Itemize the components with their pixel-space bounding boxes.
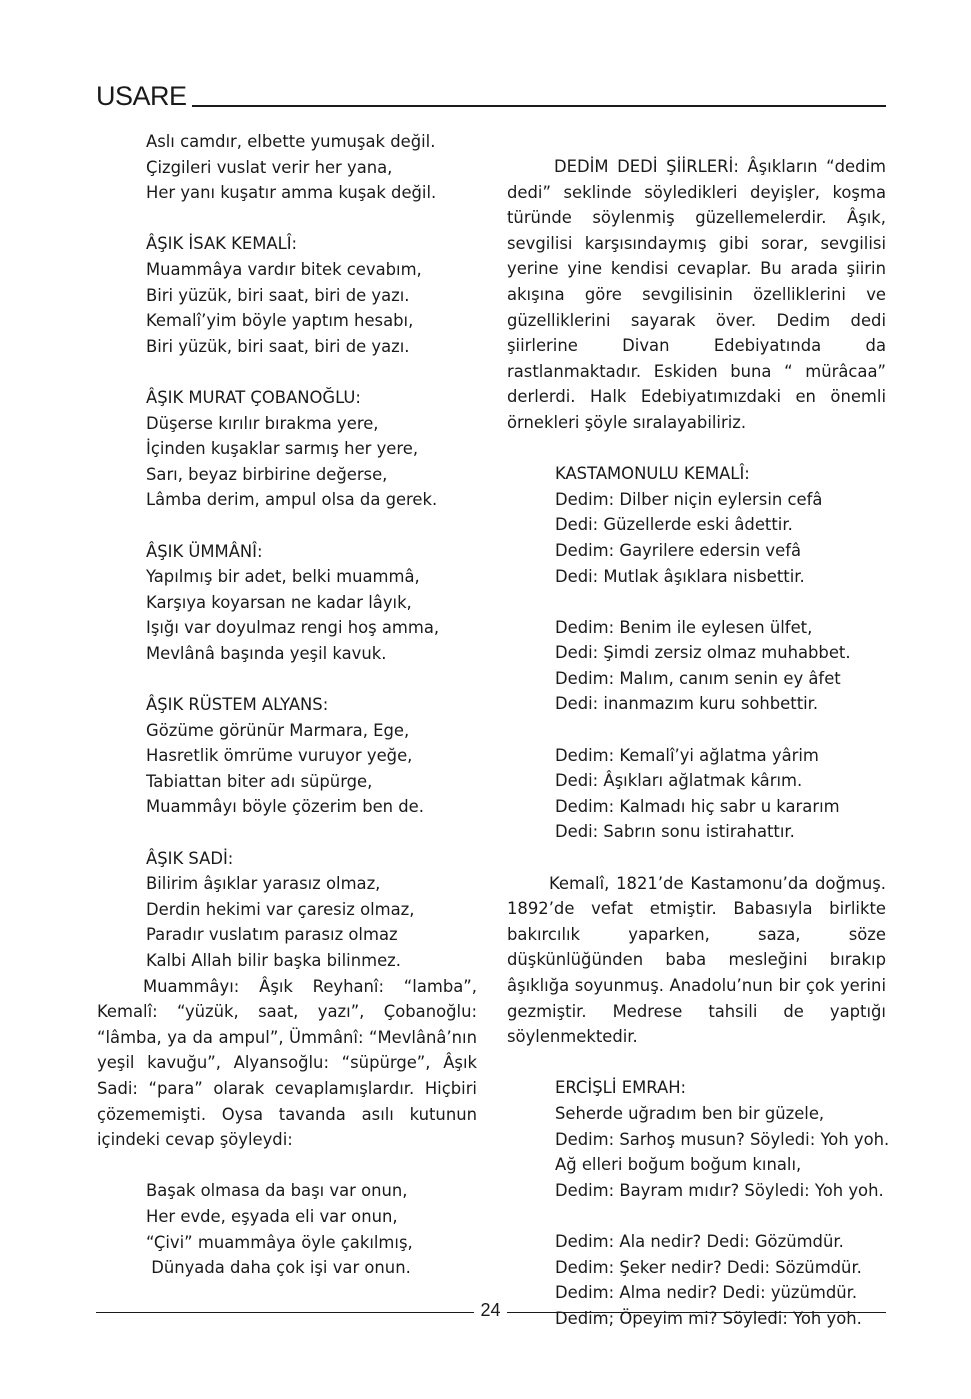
verse [146, 846, 477, 974]
verse-line: Dedi: Mutlak âşıklara nisbettir. [555, 566, 805, 586]
verse-line: Bilirim âşıklar yarasız olmaz, [146, 874, 381, 894]
verse-line: Dedim: Dilber niçin eylersin cefâ [555, 489, 823, 509]
verse-line: Dedim: Bayram mıdır? Söyledi: Yoh yoh. [555, 1180, 884, 1200]
verse-line: Dedim: Sarhoş musun? Söyledi: Yoh yoh. [555, 1129, 890, 1149]
verse [555, 743, 886, 845]
verse [146, 129, 477, 206]
verse-line: Çizgileri vuslat verir her yana, [146, 157, 393, 177]
verse-line: Dedim: Alma nedir? Dedi: yüzümdür. [555, 1283, 858, 1303]
page-header [96, 82, 886, 110]
verse-line: Yapılmış bir adet, belki muammâ, [146, 567, 420, 587]
verse-line: Dünyada daha çok işi var onun. [146, 1258, 411, 1278]
header-rule [192, 105, 886, 107]
verse-line: Başak olmasa da başı var onun, [146, 1181, 408, 1201]
verse [146, 231, 477, 359]
page-footer [96, 1298, 886, 1328]
left-column [97, 129, 477, 1281]
verse-line: Işığı var doyulmaz rengi hoş amma, [146, 618, 440, 638]
verse-line: Lâmba derim, ampul olsa da gerek. [146, 490, 438, 510]
verse [555, 461, 886, 589]
verse-line: Dedim; Öpeyim mi? Söyledi: Yoh yoh. [555, 1308, 862, 1328]
verse-line: Her yanı kuşatır amma kuşak değil. [146, 183, 437, 203]
verse [146, 1178, 477, 1280]
verse-line: Dedim: Malım, canım senin ey âfet [555, 668, 841, 688]
verse-line: Dedi: Sabrın sonu istirahattır. [555, 822, 795, 842]
footer-rule [507, 1312, 886, 1313]
verse [146, 385, 477, 513]
verse-line: Paradır vuslatım parasız olmaz [146, 925, 398, 945]
verse-line: Tabiattan biter adı süpürge, [146, 771, 373, 791]
body-paragraph: DEDİM DEDİ ŞİİRLERİ: Âşıkların “dedim dedi” seklinde söyledikleri deyişler, koşma türünde söylenmiş güzellemelerdir. Âşık, sevgilisi karşısındaymış gibi sorar, sevgilisi yerine yine kendisi cevaplar. Bu arada şiirin akışına göre sevgilisinin özelliklerini ve güzelliklerini sayarak över. Dedim dedi şiirlerine Divan Edebiyatında da rastlanmaktadır. Eskiden buna “ mürâcaa” derlerdi. Halk Edebiyatımızdaki en önemli örnekleri şöyle sıralayabiliriz. [507, 157, 886, 432]
verse-line: Karşıya koyarsan ne kadar lâyık, [146, 592, 412, 612]
journal-title: USARE [96, 81, 187, 111]
poet-heading: ÂŞIK ÜMMÂNÎ: [146, 541, 263, 561]
verse-line: Dedim: Kalmadı hiç sabr u kararım [555, 796, 840, 816]
verse-line: Muammâya vardır bitek cevabım, [146, 259, 422, 279]
body-paragraph: Muammâyı: Âşık Reyhanî: “lamba”, Kemalî: “yüzük, saat, yazı”, Çobanoğlu: “lâmba, ya da ampul”, Ümmânî: “Mevlânâ’nın yeşil kavuğu”, Alyansoğlu: “süpürge”, Âşık Sadi: “para” olarak cevaplamışlardır. Hiçbiri çözememişti. Oysa tavanda asılı kutunun içindeki cevap şöyleydi: [97, 976, 477, 1150]
verse-line: Dedim: Ala nedir? Dedi: Gözümdür. [555, 1231, 844, 1251]
verse-line: Muammâyı böyle çözerim ben de. [146, 797, 424, 817]
verse-line: Dedim: Benim ile eylesen ülfet, [555, 617, 813, 637]
verse-line: Hasretlik ömrüme vuruyor yeğe, [146, 746, 413, 766]
verse-line: Kalbi Allah bilir başka bilinmez. [146, 951, 401, 970]
verse [555, 1075, 890, 1203]
verse-line: Seherde uğradım ben bir güzele, [555, 1103, 825, 1123]
verse [146, 539, 477, 667]
verse-line: Mevlânâ başında yeşil kavuk. [146, 643, 387, 663]
verse-line: Biri yüzük, biri saat, biri de yazı. [146, 285, 410, 305]
poet-heading: KASTAMONULU KEMALÎ: [555, 464, 750, 484]
verse [146, 692, 477, 820]
verse-line: Gözüme görünür Marmara, Ege, [146, 720, 410, 740]
verse-line: Dedim: Gayrilere edersin vefâ [555, 540, 802, 560]
verse-line: “Çivi” muammâya öyle çakılmış, [146, 1232, 413, 1252]
verse-line: Dedim: Kemalî’yi ağlatma yârim [555, 745, 819, 765]
footer-rule [96, 1312, 474, 1313]
verse-line: Aslı camdır, elbette yumuşak değil. [146, 132, 436, 151]
verse-line: Sarı, beyaz birbirine değerse, [146, 464, 388, 484]
verse-line: Dedim: Şeker nedir? Dedi: Sözümdür. [555, 1257, 862, 1277]
verse-line: Kemalî’yim böyle yaptım hesabı, [146, 311, 414, 331]
poet-heading: ÂŞIK MURAT ÇOBANOĞLU: [146, 387, 361, 407]
verse-line: Dedi: Şimdi zersiz olmaz muhabbet. [555, 643, 851, 663]
right-column [507, 154, 890, 1331]
verse-line: Her evde, eşyada eli var onun, [146, 1206, 398, 1226]
poet-heading: ERCİŞLİ EMRAH: [555, 1078, 687, 1098]
verse-line: Dedi: Güzellerde eski âdettir. [555, 515, 793, 535]
verse-line: Dedi: inanmazım kuru sohbettir. [555, 694, 819, 714]
poet-heading: ÂŞIK SADİ: [146, 848, 234, 868]
page-number: 24 [480, 1300, 501, 1320]
verse-line: Düşerse kırılır bırakma yere, [146, 413, 379, 433]
verse-line: Dedi: Âşıkları ağlatmak kârım. [555, 771, 803, 791]
poet-heading: ÂŞIK İSAK KEMALÎ: [146, 234, 298, 254]
verse [555, 615, 886, 717]
verse-line: Derdin hekimi var çaresiz olmaz, [146, 899, 415, 919]
poet-heading: ÂŞIK RÜSTEM ALYANS: [146, 695, 329, 715]
verse-line: Biri yüzük, biri saat, biri de yazı. [146, 336, 410, 356]
body-paragraph: Kemalî, 1821’de Kastamonu’da doğmuş. 1892’de vefat etmiştir. Babasıyla birlikte bakırcılık yaparken, saza, söze düşkünlüğünden baba mesleğini bırakıp âşıklığa soyunmuş. Anadolu’nun bir çok yerini gezmiştir. Medrese tahsili de yaptığı söylenmektedir. [507, 873, 886, 1047]
verse-line: İçinden kuşaklar sarmış her yere, [146, 439, 419, 459]
verse-line: Ağ elleri boğum boğum kınalı, [555, 1155, 802, 1175]
